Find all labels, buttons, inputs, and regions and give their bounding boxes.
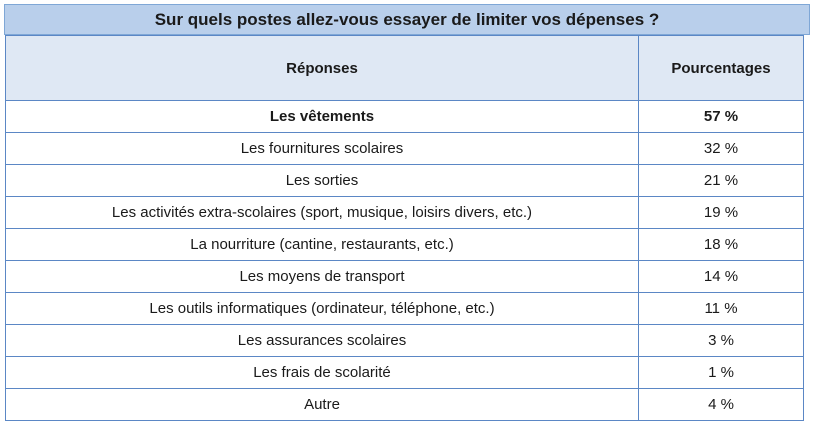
row-value: 11 % — [639, 293, 804, 325]
table-row — [6, 197, 804, 229]
survey-table — [5, 35, 804, 421]
table-row — [6, 357, 804, 389]
table-row — [6, 293, 804, 325]
row-value: 1 % — [639, 357, 804, 389]
row-label: Les assurances scolaires — [6, 325, 639, 357]
table-row — [6, 133, 804, 165]
row-value: 19 % — [639, 197, 804, 229]
row-label: Autre — [6, 389, 639, 421]
table-row — [6, 101, 804, 133]
row-label: La nourriture (cantine, restaurants, etc.) — [6, 229, 639, 261]
row-value: 14 % — [639, 261, 804, 293]
row-label: Les vêtements — [6, 101, 639, 133]
row-label: Les activités extra-scolaires (sport, musique, loisirs divers, etc.) — [6, 197, 639, 229]
header-percentages: Pourcentages — [639, 36, 804, 101]
row-value: 4 % — [639, 389, 804, 421]
row-label: Les outils informatiques (ordinateur, téléphone, etc.) — [6, 293, 639, 325]
table-row — [6, 325, 804, 357]
row-value: 18 % — [639, 229, 804, 261]
row-value: 21 % — [639, 165, 804, 197]
table-title: Sur quels postes allez-vous essayer de limiter vos dépenses ? — [4, 4, 810, 35]
row-label: Les fournitures scolaires — [6, 133, 639, 165]
header-row — [6, 36, 804, 101]
row-label: Les frais de scolarité — [6, 357, 639, 389]
survey-table-container — [4, 4, 810, 421]
row-value: 3 % — [639, 325, 804, 357]
row-value: 57 % — [639, 101, 804, 133]
row-label: Les moyens de transport — [6, 261, 639, 293]
table-row — [6, 261, 804, 293]
header-responses: Réponses — [6, 36, 639, 101]
table-row — [6, 229, 804, 261]
table-row — [6, 389, 804, 421]
table-row — [6, 165, 804, 197]
row-label: Les sorties — [6, 165, 639, 197]
row-value: 32 % — [639, 133, 804, 165]
